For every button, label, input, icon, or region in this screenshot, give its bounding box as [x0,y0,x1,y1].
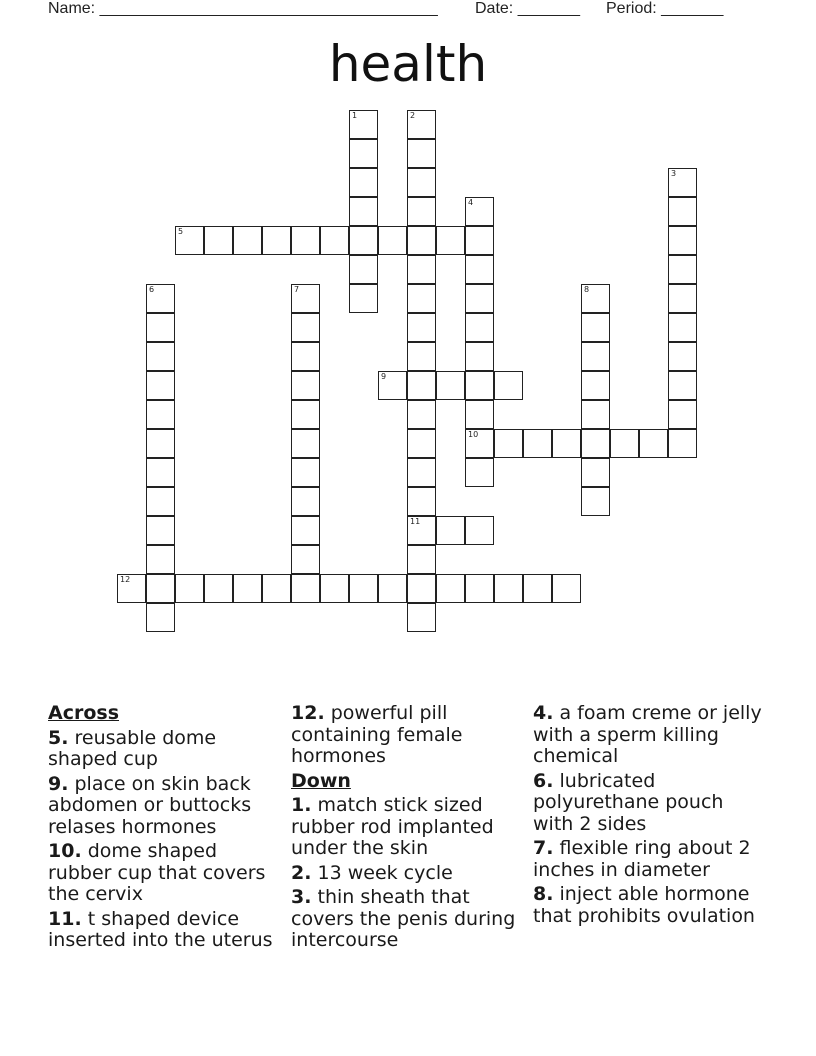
clue-number: 6 [149,285,155,294]
grid-cell[interactable] [407,458,436,487]
grid-cell[interactable] [407,603,436,632]
grid-cell[interactable] [668,255,697,284]
grid-cell[interactable] [465,371,494,400]
grid-cell[interactable] [378,574,407,603]
grid-cell[interactable] [407,139,436,168]
clue-number: 2 [410,111,416,120]
grid-cell[interactable] [407,284,436,313]
grid-cell[interactable] [581,371,610,400]
grid-cell[interactable] [465,255,494,284]
clue-down-2: 2. 13 week cycle [291,861,453,884]
clue-number: 5 [178,227,184,236]
grid-cell[interactable] [378,371,407,400]
clue-down-3: 3. thin sheath that covers the penis during intercourse [291,886,516,951]
grid-cell[interactable] [465,342,494,371]
grid-cell[interactable] [581,429,610,458]
grid-cell[interactable] [668,168,697,197]
grid-cell[interactable] [407,342,436,371]
grid-cell[interactable] [436,371,465,400]
grid-cell[interactable] [581,313,610,342]
grid-cell[interactable] [407,255,436,284]
grid-cell[interactable] [233,226,262,255]
grid-cell[interactable] [465,284,494,313]
grid-cell[interactable] [291,371,320,400]
grid-cell[interactable] [465,458,494,487]
grid-cell[interactable] [581,342,610,371]
grid-cell[interactable] [204,574,233,603]
grid-cell[interactable] [581,487,610,516]
grid-cell[interactable] [146,400,175,429]
down-heading: Down [291,769,351,792]
grid-cell[interactable] [291,284,320,313]
grid-cell[interactable] [146,545,175,574]
grid-cell[interactable] [494,371,523,400]
grid-cell[interactable] [465,313,494,342]
grid-cell[interactable] [668,226,697,255]
clue-number: 3 [671,169,677,178]
grid-cell[interactable] [349,284,378,313]
grid-cell[interactable] [291,516,320,545]
clue-number: 12 [120,575,131,584]
grid-cell[interactable] [349,110,378,139]
grid-cell[interactable] [668,429,697,458]
clue-down-7: 7. flexible ring about 2 inches in diameter [533,837,751,881]
grid-cell[interactable] [407,516,436,545]
clue-number: 10 [468,430,479,439]
period-field[interactable]: Period: _______ [606,0,724,17]
grid-cell[interactable] [407,487,436,516]
grid-cell[interactable] [407,371,436,400]
clue-down-8: 8. inject able hormone that prohibits ovulation [533,883,755,927]
grid-cell[interactable] [407,197,436,226]
grid-cell[interactable] [465,574,494,603]
grid-cell[interactable] [668,342,697,371]
grid-cell[interactable] [233,574,262,603]
clue-number: 1 [352,111,358,120]
clue-across-10: 10. dome shaped rubber cup that covers the cervix [48,840,266,905]
grid-cell[interactable] [146,429,175,458]
grid-cell[interactable] [668,400,697,429]
grid-cell[interactable] [146,603,175,632]
grid-cell[interactable] [204,226,233,255]
clue-down-6: 6. lubricated polyurethane pouch with 2 sides [533,769,724,835]
grid-cell[interactable] [291,429,320,458]
grid-cell[interactable] [349,168,378,197]
clue-number: 7 [294,285,300,294]
grid-cell[interactable] [581,284,610,313]
grid-cell[interactable] [581,400,610,429]
grid-cell[interactable] [175,574,204,603]
grid-cell[interactable] [291,545,320,574]
clue-across-9: 9. place on skin back abdomen or buttocks relases hormones [48,772,252,838]
across-heading: Across [48,702,120,724]
grid-cell[interactable] [349,255,378,284]
clues-column-1 [48,703,284,955]
clue-number: 9 [381,372,387,381]
clue-across-12: 12. powerful pill containing female hormones [291,702,463,767]
grid-cell[interactable] [349,197,378,226]
grid-cell[interactable] [146,458,175,487]
grid-cell[interactable] [349,574,378,603]
grid-cell[interactable] [407,429,436,458]
grid-cell[interactable] [291,226,320,255]
grid-cell[interactable] [581,458,610,487]
name-field[interactable]: Name: ______________________________________ [48,0,438,17]
clue-across-11: 11. t shaped device inserted into the uterus [48,907,273,951]
grid-cell[interactable] [146,516,175,545]
clues-column-3 [533,703,769,930]
puzzle-title: health [328,35,488,93]
grid-cell[interactable] [320,574,349,603]
clue-across-5: 5. reusable dome shaped cup [48,726,217,770]
grid-cell[interactable] [465,516,494,545]
grid-cell[interactable] [494,429,523,458]
grid-cell[interactable] [407,110,436,139]
grid-cell[interactable] [320,226,349,255]
grid-cell[interactable] [117,574,146,603]
grid-cell[interactable] [407,400,436,429]
grid-cell[interactable] [465,400,494,429]
grid-cell[interactable] [407,545,436,574]
grid-cell[interactable] [523,429,552,458]
grid-cell[interactable] [262,226,291,255]
grid-cell[interactable] [668,371,697,400]
date-field[interactable]: Date: _______ [475,0,580,17]
grid-cell[interactable] [349,226,378,255]
grid-cell[interactable] [291,458,320,487]
grid-cell[interactable] [407,226,436,255]
clue-number: 11 [410,517,421,526]
clue-down-4: 4. a foam creme or jelly with a sperm killing chemical [533,702,762,767]
grid-cell[interactable] [291,400,320,429]
grid-cell[interactable] [407,168,436,197]
grid-cell[interactable] [436,516,465,545]
grid-cell[interactable] [291,313,320,342]
grid-cell[interactable] [175,226,204,255]
grid-cell[interactable] [291,574,320,603]
grid-cell[interactable] [146,371,175,400]
grid-cell[interactable] [668,313,697,342]
grid-cell[interactable] [668,284,697,313]
grid-cell[interactable] [291,342,320,371]
grid-cell[interactable] [523,574,552,603]
grid-cell[interactable] [465,429,494,458]
grid-cell[interactable] [146,574,175,603]
grid-cell[interactable] [407,313,436,342]
grid-cell[interactable] [262,574,291,603]
grid-cell[interactable] [668,197,697,226]
grid-cell[interactable] [146,342,175,371]
grid-cell[interactable] [465,226,494,255]
clue-number: 8 [584,285,590,294]
grid-cell[interactable] [465,197,494,226]
grid-cell[interactable] [349,139,378,168]
grid-cell[interactable] [436,226,465,255]
grid-cell[interactable] [436,574,465,603]
clue-down-1: 1. match stick sized rubber rod implanted under the skin [291,794,494,859]
grid-cell[interactable] [610,429,639,458]
grid-cell[interactable] [291,487,320,516]
clues-column-2 [291,703,527,955]
grid-cell[interactable] [146,284,175,313]
grid-cell[interactable] [146,313,175,342]
grid-cell[interactable] [552,574,581,603]
grid-cell[interactable] [552,429,581,458]
grid-cell[interactable] [639,429,668,458]
grid-cell[interactable] [146,487,175,516]
grid-cell[interactable] [378,226,407,255]
grid-cell[interactable] [407,574,436,603]
grid-cell[interactable] [494,574,523,603]
clue-number: 4 [468,198,474,207]
